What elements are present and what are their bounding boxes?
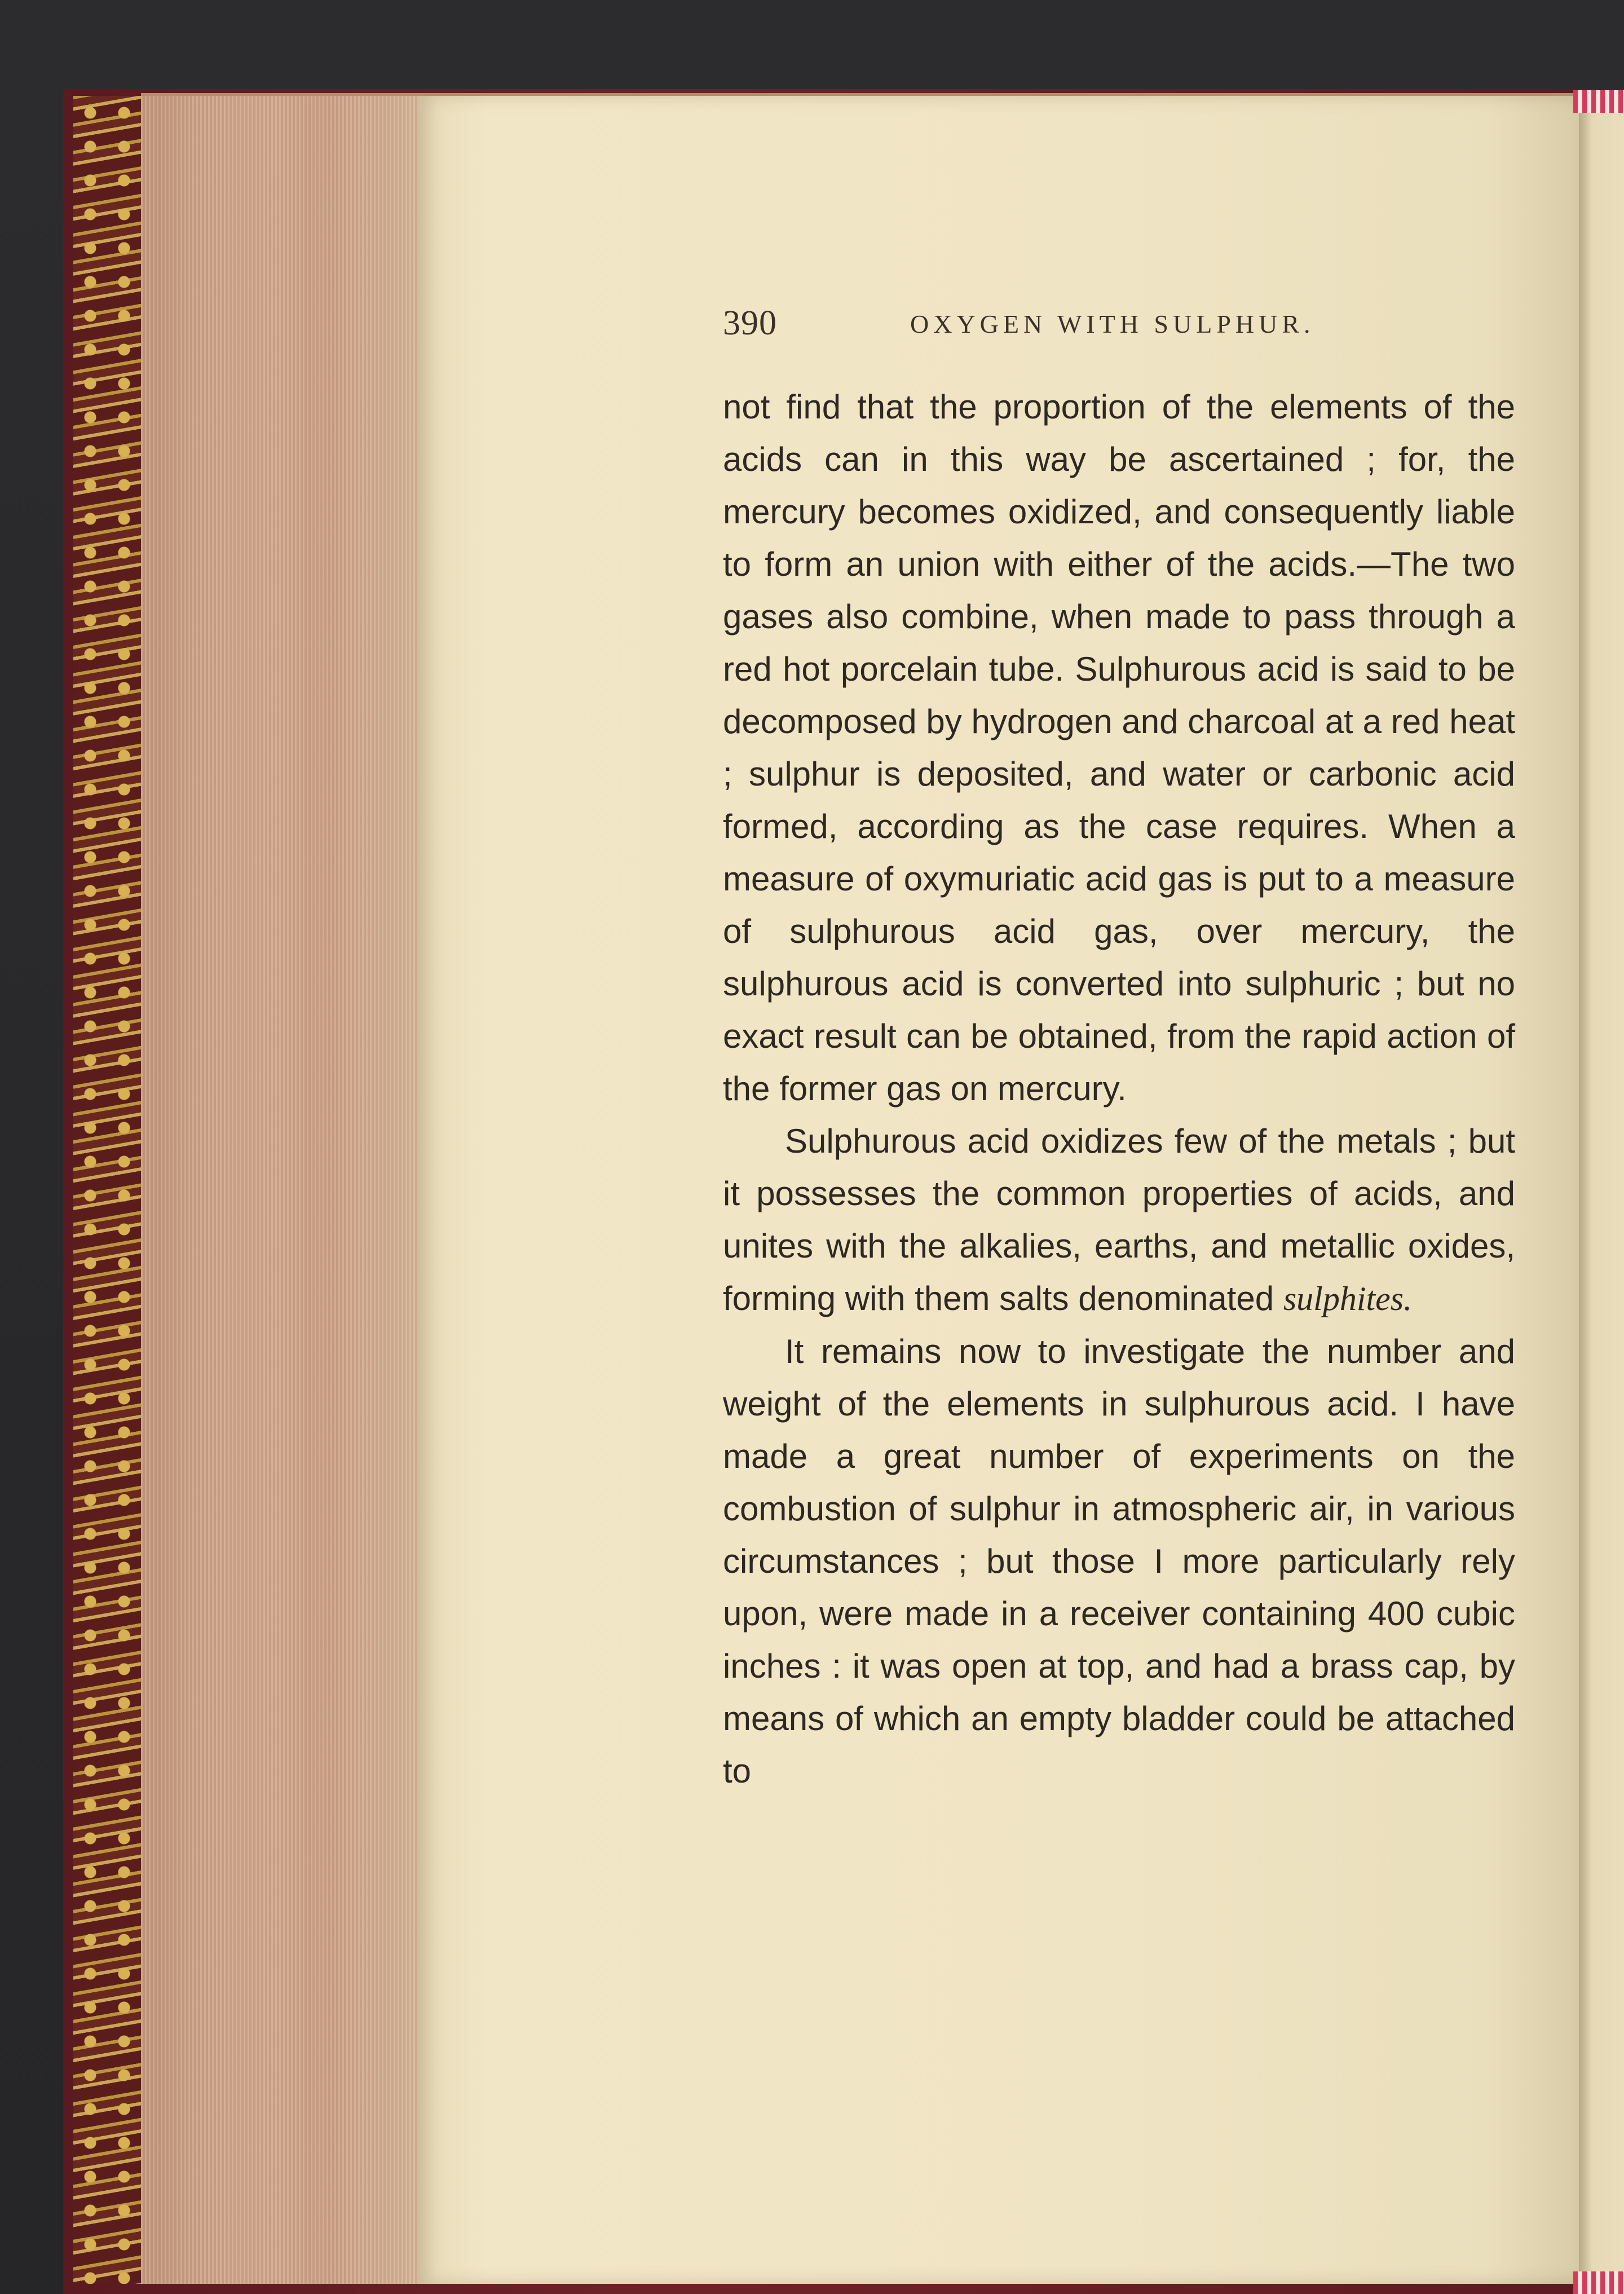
paragraph-2-text: Sulphurous acid oxidizes few of the metals ; but it possesses the common properties of acids, and unites with the alkalies, earths, and metallic oxides, forming with them salts denominated	[723, 1122, 1515, 1317]
italic-term: sulphites.	[1283, 1280, 1413, 1317]
page-header	[723, 303, 1512, 348]
paragraph-1: not find that the proportion of the elements of the acids can in this way be ascertained ; for, the mercury becomes oxidized, and consequently liable to form an union with either of the acids.—The two gases also combine, when made to pass through a red hot porcelain tube. Sulphurous acid is said to be decomposed by hydrogen and charcoal at a red heat ; sulphur is deposited, and water or carbonic acid formed, according as the case requires. When a measure of oxymuriatic acid gas is put to a measure of sulphurous acid gas, over mercury, the sulphurous acid is converted into sulphuric ; but no exact result can be obtained, from the rapid action of the former gas on mercury.	[723, 388, 1515, 1108]
page-body	[723, 381, 1515, 1797]
ribbon-marker-top	[1573, 90, 1624, 113]
page-stack-edge	[141, 96, 417, 2284]
page-number: 390	[723, 304, 777, 342]
facing-page-edge	[1579, 113, 1624, 2284]
paragraph-2	[723, 1115, 1515, 1325]
ribbon-marker-bottom	[1573, 2271, 1624, 2294]
running-head: OXYGEN WITH SULPHUR.	[910, 310, 1315, 338]
paragraph-3: It remains now to investigate the number and weight of the elements in sulphurous acid. I have made a great number of experiments on the combustion of sulphur in atmospheric air, in various circumstances ; but those I more particularly rely upon, were made in a receiver containing 400 cubic inches : it was open at top, and had a brass cap, by means of which an empty bladder could be attached to	[723, 1333, 1515, 1790]
gilt-floral-border	[73, 96, 141, 2284]
